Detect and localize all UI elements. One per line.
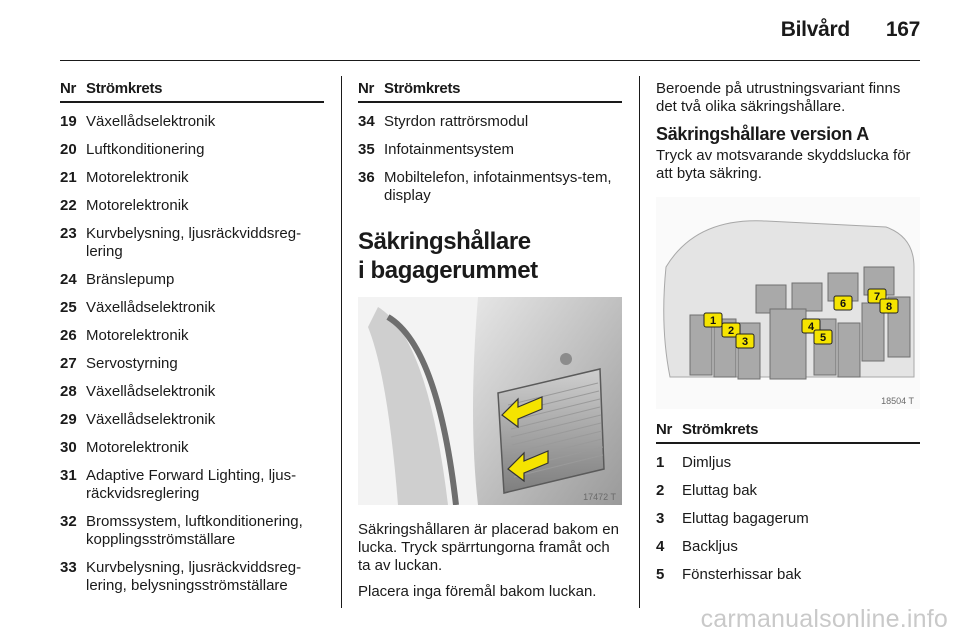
intro-paragraph: Beroende på utrustningsvariant finns det två olika säkringshållare. — [656, 80, 901, 115]
table-header — [358, 80, 622, 103]
fuse-label: 5 — [819, 332, 827, 344]
table-row — [60, 271, 324, 289]
circuit-name: Bränslepump — [86, 271, 175, 288]
fuse-label: 7 — [873, 291, 881, 303]
col-nr-header: Nr — [358, 80, 375, 97]
circuit-name: Luftkonditionering — [86, 141, 205, 158]
section-heading-version-a: Säkringshållare version A — [656, 124, 869, 144]
circuit-name: Infotainmentsystem — [384, 141, 515, 158]
fuse-label: 4 — [807, 321, 815, 333]
heading-line-1: Säkringshållare — [358, 228, 531, 255]
circuit-name: Eluttag bagagerum — [682, 510, 809, 527]
column-middle — [358, 80, 622, 609]
fuse-number: 5 — [656, 566, 665, 583]
fuse-number: 22 — [60, 197, 77, 214]
table-row — [60, 467, 324, 503]
fuse-number: 24 — [60, 271, 77, 288]
table-row — [60, 513, 324, 549]
fuse-number: 35 — [358, 141, 375, 158]
fuse-number: 28 — [60, 383, 77, 400]
fuse-number: 2 — [656, 482, 665, 499]
table-row — [358, 113, 622, 131]
heading-line-2: i bagagerummet — [358, 257, 538, 284]
fuse-number: 30 — [60, 439, 77, 456]
circuit-name: Dimljus — [682, 454, 732, 471]
fuse-number: 29 — [60, 411, 77, 428]
fuse-number: 19 — [60, 113, 77, 130]
fuse-holder-illustration — [656, 197, 920, 409]
trunk-paragraph-2: Placera inga föremål bakom luckan. — [358, 583, 597, 600]
table-row — [656, 454, 920, 472]
table-header — [656, 421, 920, 444]
table-row — [60, 299, 324, 317]
figure-code: 17472 T — [583, 492, 616, 502]
fuse-number: 31 — [60, 467, 77, 484]
table-row — [60, 439, 324, 457]
fuse-label: 3 — [741, 336, 749, 348]
column-divider-2 — [639, 76, 640, 608]
fuse-number: 34 — [358, 113, 375, 130]
table-row — [60, 355, 324, 373]
table-row — [656, 482, 920, 500]
trunk-paragraph-1: Säkringshållaren är placerad bakom en lucka. Tryck spärrtungorna framåt och ta av luckan. — [358, 521, 619, 574]
table-header — [60, 80, 324, 103]
table-row — [60, 411, 324, 429]
column-right — [656, 80, 920, 594]
circuit-name: Växellådselektronik — [86, 113, 216, 130]
circuit-name: Kurvbelysning, ljusräckviddsreg-lering — [86, 225, 302, 260]
fuse-holder-figure — [656, 197, 920, 409]
circuit-name: Styrdon rattrörsmodul — [384, 113, 529, 130]
fuse-number: 21 — [60, 169, 77, 186]
fuse-label: 8 — [885, 301, 893, 313]
col-nr-header: Nr — [656, 421, 673, 438]
col-circuit-header: Strömkrets — [384, 80, 461, 97]
circuit-name: Motorelektronik — [86, 327, 189, 344]
circuit-name: Växellådselektronik — [86, 411, 216, 428]
table-row — [60, 327, 324, 345]
fuse-number: 25 — [60, 299, 77, 316]
circuit-name: Växellådselektronik — [86, 383, 216, 400]
table-row — [656, 538, 920, 556]
circuit-name: Kurvbelysning, ljusräckviddsreg-lering, belysningsströmställare — [86, 559, 302, 594]
table-row — [60, 383, 324, 401]
table-row — [358, 141, 622, 159]
fuse-label: 6 — [839, 298, 847, 310]
fuse-label: 1 — [709, 315, 717, 327]
page-number: 167 — [885, 18, 920, 41]
circuit-name: Servostyrning — [86, 355, 178, 372]
circuit-name: Adaptive Forward Lighting, ljus-räckvidsreglering — [86, 467, 297, 502]
table-row — [60, 225, 324, 261]
col-circuit-header: Strömkrets — [86, 80, 163, 97]
chapter-title: Bilvård — [780, 18, 850, 41]
table-row — [60, 197, 324, 215]
header-rule — [60, 60, 920, 61]
trunk-fuse-box-figure — [358, 297, 622, 505]
section-heading-trunk — [358, 227, 622, 285]
page-header — [781, 18, 920, 42]
table-row — [358, 169, 622, 205]
fuse-number: 26 — [60, 327, 77, 344]
fuse-number: 23 — [60, 225, 77, 242]
fuse-number: 20 — [60, 141, 77, 158]
circuit-name: Motorelektronik — [86, 197, 189, 214]
table-row — [60, 559, 324, 595]
column-divider-1 — [341, 76, 342, 608]
circuit-name: Mobiltelefon, infotainmentsys-tem, display — [384, 169, 612, 204]
fuse-number: 1 — [656, 454, 665, 471]
table-row — [656, 566, 920, 584]
fuse-number: 36 — [358, 169, 375, 186]
table-row — [60, 113, 324, 131]
col-nr-header: Nr — [60, 80, 77, 97]
circuit-name: Eluttag bak — [682, 482, 758, 499]
watermark: carmanualsonline.info — [700, 605, 948, 633]
fuse-number: 27 — [60, 355, 77, 372]
fuse-label: 2 — [727, 325, 735, 337]
column-left — [60, 80, 324, 605]
fuse-number: 4 — [656, 538, 665, 555]
circuit-name: Backljus — [682, 538, 738, 555]
circuit-name: Motorelektronik — [86, 169, 189, 186]
fuse-number: 32 — [60, 513, 77, 530]
circuit-name: Fönsterhissar bak — [682, 566, 802, 583]
table-row — [656, 510, 920, 528]
col-circuit-header: Strömkrets — [682, 421, 759, 438]
figure-code: 18504 T — [881, 396, 914, 406]
circuit-name: Växellådselektronik — [86, 299, 216, 316]
circuit-name: Motorelektronik — [86, 439, 189, 456]
table-row — [60, 169, 324, 187]
table-row — [60, 141, 324, 159]
trunk-illustration — [358, 297, 622, 505]
version-a-paragraph: Tryck av motsvarande skyddslucka för att byta säkring. — [656, 147, 911, 182]
fuse-number: 3 — [656, 510, 665, 527]
fuse-number: 33 — [60, 559, 77, 576]
circuit-name: Bromssystem, luftkonditionering, kopplingsströmställare — [86, 513, 303, 548]
